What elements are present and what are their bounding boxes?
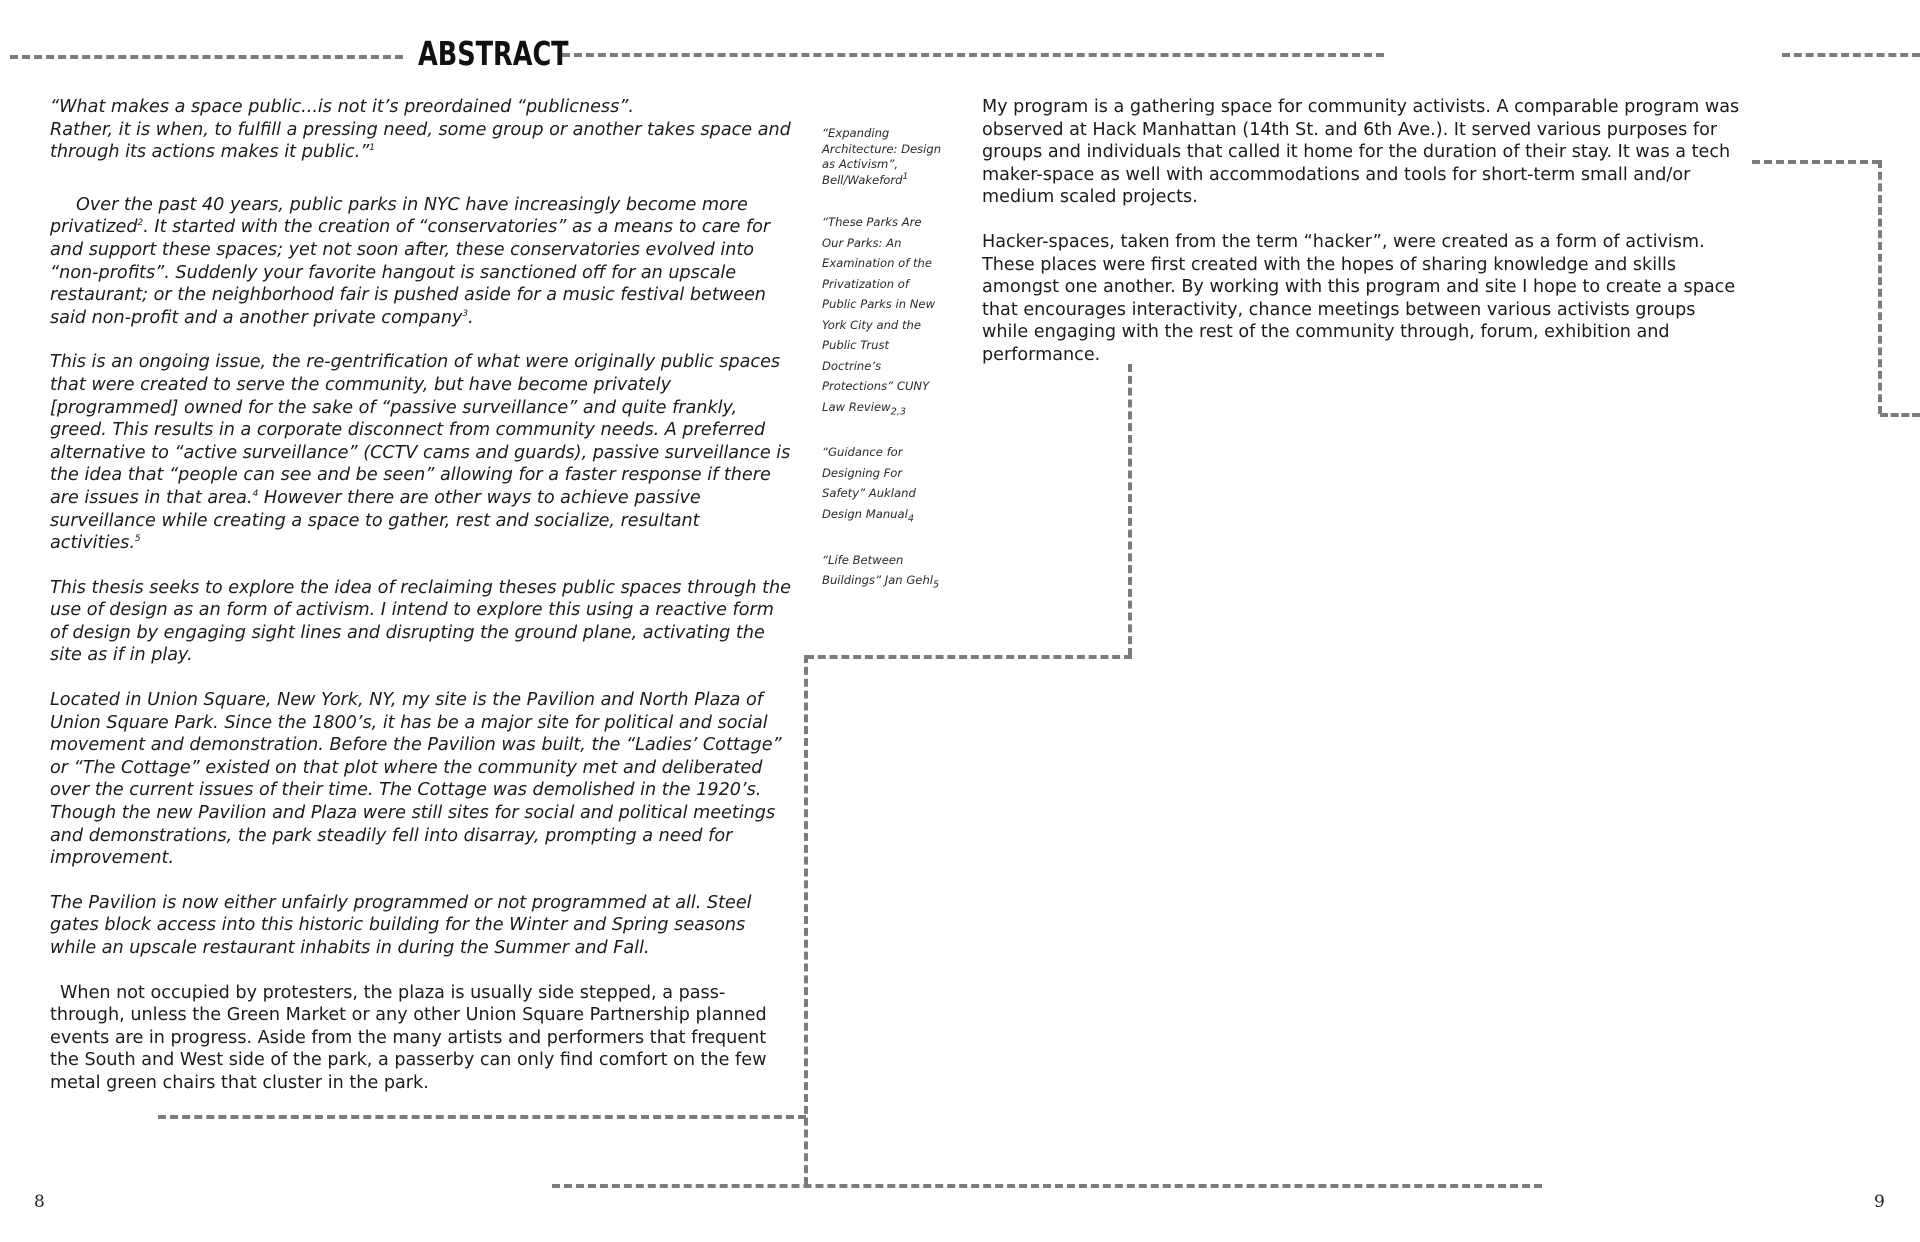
note-2-text: “These Parks Are Our Parks: An Examination of the Privatization of Public Parks in New York City and the Public Trust Doctrine’s Protections” CUNY Law Review	[822, 215, 936, 414]
opening-quote	[50, 96, 792, 164]
paragraph-program: My program is a gathering space for community activists. A comparable program was observed at Hack Manhattan (14th St. and 6th Ave.). It served various purposes for groups and individuals that called it home for the duration of their stay. It was a tech maker-space as well with accommodations and tools for short-term small and/or medium scaled projects.	[982, 97, 1740, 208]
dash-bottom-center	[552, 1184, 1542, 1188]
quote-footnote-ref: 1	[369, 143, 376, 154]
page-number-left: 8	[34, 1192, 45, 1212]
note-4-ref: 5	[933, 579, 940, 591]
quote-line-2: Rather, it is when, to fulfill a pressing need, some group or another takes space and through its actions makes it public.”	[50, 119, 791, 163]
abstract-right-column	[982, 96, 1744, 389]
dash-right-bracket-bottom	[1880, 413, 1920, 417]
dash-top-left	[10, 55, 403, 59]
dash-center-vertical-lower	[804, 655, 808, 1185]
abstract-left-column	[50, 96, 792, 1117]
privatization-end: .	[468, 307, 474, 328]
dash-right-bracket-top	[1752, 160, 1880, 164]
note-1-text: “Expanding Architecture: Design as Activism”, Bell/Wakeford	[822, 126, 942, 187]
note-3-text: “Guidance for Designing For Safety” Aukland Design Manual	[822, 445, 916, 521]
note-expanding-architecture	[822, 126, 942, 188]
privatization-ref-a: 2	[137, 218, 144, 229]
paragraph-thesis: This thesis seeks to explore the idea of reclaiming theses public spaces through the use of design as an form of activism. I intend to explore this using a reactive form of design by engaging sight lines and disrupting the ground plane, activating the site as if in play.	[50, 577, 791, 666]
note-designing-safety	[822, 442, 942, 529]
paragraph-site: Located in Union Square, New York, NY, my site is the Pavilion and North Plaza of Union Square Park. Since the 1800’s, it has be a major site for political and social movement and demonstration. Before the Pavilion was built, the “Ladies’ Cottage” or “The Cottage” existed on that plot where the community met and deliberated over the current issues of their time. The Cottage was demolished in the 1920’s. Though the new Pavilion and Plaza were still sites for social and political meetings and demonstrations, the park steadily fell into disarray, prompting a need for improvement.	[50, 690, 782, 869]
surveillance-ref-b: 5	[134, 534, 141, 545]
note-life-between-buildings	[822, 550, 942, 596]
paragraph-surveillance	[50, 351, 792, 554]
surveillance-text-a: This is an ongoing issue, the re-gentrification of what were originally public spaces that were created to serve the community, but have become privately [programmed] owned for the sake of “passive surveillance” and quite frankly, greed. This results in a corporate disconnect from community needs. A preferred alternative to “active surveillance” (CCTV cams and guards), passive surveillance is the idea that “people can see and be seen” allowing for a faster response if there are issues in that area.	[50, 352, 791, 508]
privatization-text-b: . It started with the creation of “conservatories” as a means to care for and support these spaces; yet not soon after, these conservatories evolved into “non-profits”. Suddenly your favorite hangout is sanctioned off for an upscale restaurant; or the neighborhood fair is pushed aside for a music festival between said non-profit and a another private company	[50, 217, 771, 328]
dash-right-bracket-side	[1878, 160, 1882, 414]
paragraph-plaza: When not occupied by protesters, the plaza is usually side stepped, a pass-through, unless the Green Market or any other Union Square Partnership planned events are in progress. Aside from the many artists and performers that frequent the South and West side of the park, a passerby can only find comfort on the few metal green chairs that cluster in the park.	[50, 982, 767, 1093]
privatization-text-a: Over the past 40 years, public parks in NYC have increasingly become more privatized	[50, 194, 748, 238]
paragraph-hacker-spaces: Hacker-spaces, taken from the term “hacker”, were created as a form of activism. These places were first created with the hopes of sharing knowledge and skills amongst one another. By working with this program and site I hope to create a space that encourages interactivity, chance meetings between various activists groups while engaging with the rest of the community through, forum, exhibition and performance.	[982, 231, 1736, 365]
paragraph-privatization	[50, 194, 792, 330]
dash-center-vertical-upper	[1128, 364, 1132, 656]
note-3-ref: 4	[907, 513, 914, 525]
note-2-ref: 2,3	[890, 405, 906, 417]
dash-top-center	[562, 53, 1384, 57]
surveillance-text-b: However there are other ways to achieve passive surveillance while creating a space to gather, rest and socialize, resultant activities.	[50, 487, 701, 554]
surveillance-ref-a: 4	[252, 489, 259, 500]
paragraph-pavilion: The Pavilion is now either unfairly programmed or not programmed at all. Steel gates block access into this historic building for the Winter and Spring seasons while an upscale restaurant inhabits in during the Summer and Fall.	[50, 892, 752, 958]
margin-notes	[822, 126, 942, 616]
note-these-parks	[822, 212, 942, 422]
dash-top-right	[1782, 53, 1920, 57]
note-1-ref: 1	[902, 171, 909, 182]
note-4-text: “Life Between Buildings” Jan Gehl	[822, 552, 934, 588]
dash-center-horizontal	[806, 655, 1132, 659]
privatization-ref-b: 3	[462, 308, 469, 319]
page-title: ABSTRACT	[418, 34, 569, 73]
page-number-right: 9	[1874, 1192, 1885, 1212]
quote-line-1: “What makes a space public...is not it’s preordained “publicness”.	[50, 97, 634, 117]
